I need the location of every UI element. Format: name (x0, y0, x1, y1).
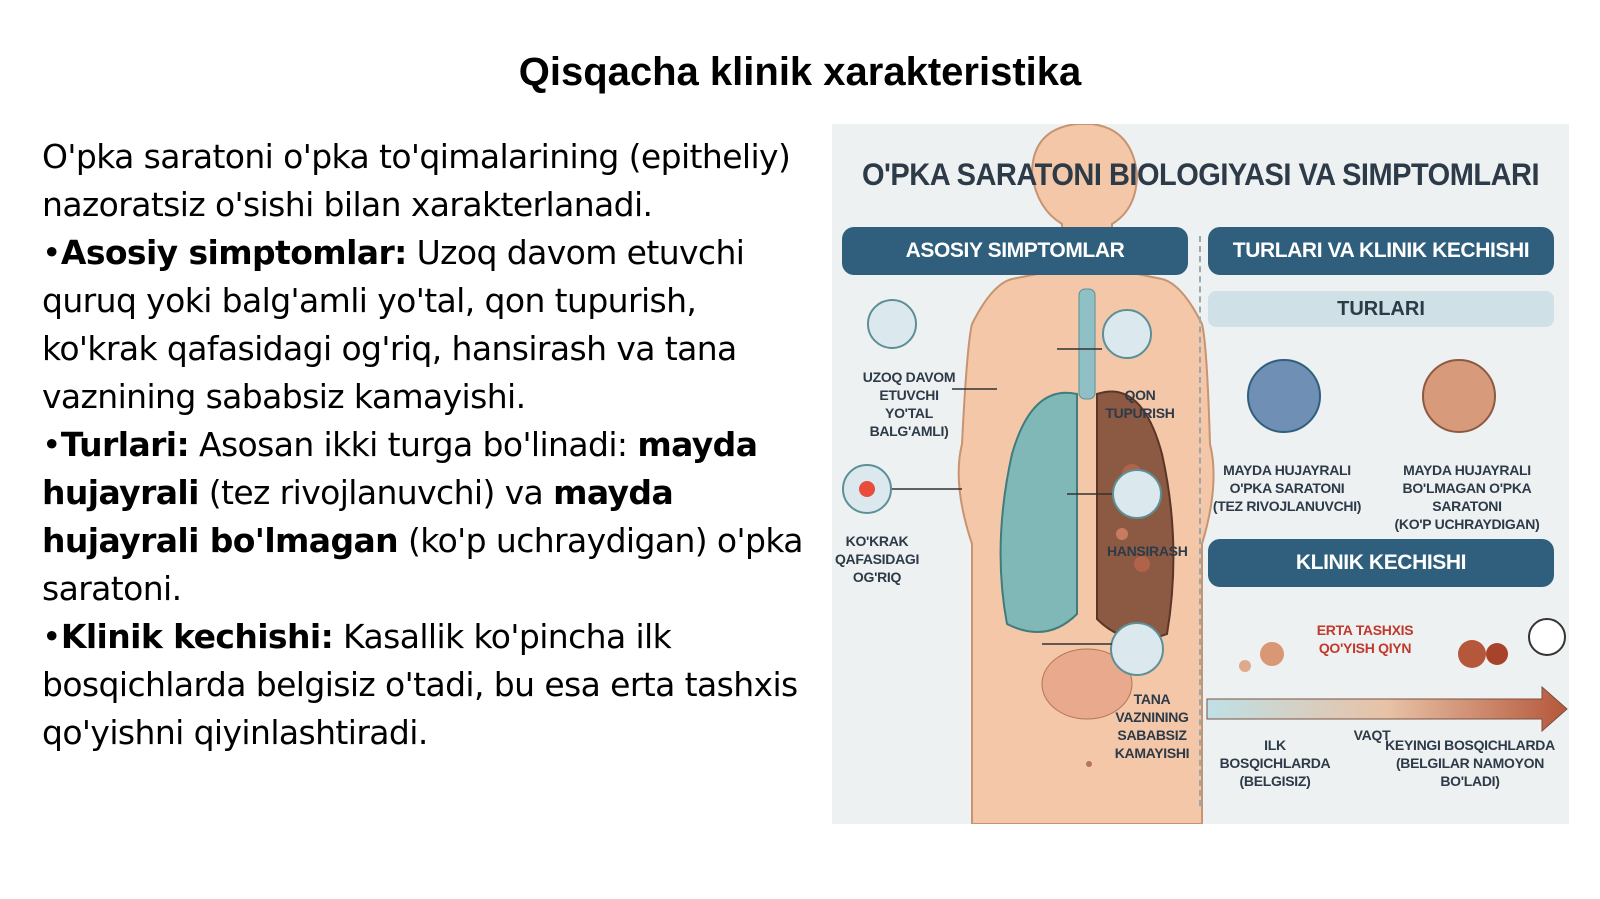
cough-icon (868, 300, 916, 348)
symptom-breath-label: HANSIRASH (1107, 543, 1188, 559)
infographic-title: O'PKA SARATONI BIOLOGIYASI VA SIMPTOMLARI (861, 157, 1540, 193)
bullet: • (42, 233, 61, 272)
types-course-header: TURLARI VA KLINIK KECHISHI (1208, 227, 1554, 275)
symptom-chest-label: KO'KRAK QAFASIDAGI OG'RIQ (834, 533, 920, 585)
types-paragraph (42, 421, 817, 613)
symptoms-label: Asosiy simptomlar: (60, 233, 407, 272)
divider (1199, 236, 1201, 806)
trachea (1079, 289, 1095, 399)
symptoms-header: ASOSIY SIMPTOMLAR (842, 227, 1188, 275)
symptom-blood-label: QON TUPURISH (1105, 387, 1175, 421)
types-small-cell: mayda hujayrali (42, 425, 758, 512)
early-diagnosis-label: ERTA TASHXIS QO'YISH QIYN (1316, 622, 1414, 656)
bullet: • (42, 617, 61, 656)
symptoms-text: Uzoq davom etuvchi quruq yoki balg'amli yo'tal, qon tupurish, ko'krak qafasidagi og'riq, hansirash va tana vaznining sababsiz kamayishi. (42, 233, 745, 416)
types-text: (ko'p uchraydigan) o'pka saratoni. (42, 521, 803, 608)
bullet: • (42, 425, 61, 464)
slide-title: Qisqacha klinik xarakteristika (518, 50, 1082, 94)
type-nonsmall-label: MAYDA HUJAYRALI BO'LMAGAN O'PKA SARATONI (KO'P UCHRAYDIGAN) (1394, 462, 1540, 532)
course-header: KLINIK KECHISHI (1208, 539, 1554, 587)
early-stage-label: ILK BOSQICHLARDA (BELGISIZ) (1219, 737, 1331, 789)
clock-icon (1529, 619, 1565, 655)
time-label: VAQT (1353, 727, 1391, 743)
symptoms-paragraph (42, 229, 817, 421)
intro-text: O'pka saratoni o'pka to'qimalarining (epitheliy) nazoratsiz o'sishi bilan xarakterlanadi. (42, 137, 791, 224)
body-text (42, 133, 817, 757)
types-text: Asosan ikki turga bo'linadi: (189, 425, 638, 464)
types-label: Turlari: (60, 425, 190, 464)
symptom-cough-label: UZOQ DAVOM ETUVCHI YO'TAL BALG'AMLI) (862, 369, 956, 439)
course-label: Klinik kechishi: (60, 617, 334, 656)
type-small-label: MAYDA HUJAYRALI O'PKA SARATONI (TEZ RIVOJLANUVCHI) (1212, 462, 1362, 514)
non-small-cell-icon (1423, 360, 1495, 432)
breath-icon (1113, 470, 1161, 518)
course-paragraph (42, 613, 817, 757)
types-non-small-cell: mayda hujayrali bo'lmagan (42, 473, 674, 560)
intro-paragraph (42, 133, 817, 229)
types-text: (tez rivojlanuvchi) va (198, 473, 554, 512)
weight-icon (1111, 623, 1163, 675)
symptom-weight-label: TANA VAZNINING SABABSIZ KAMAYISHI (1114, 691, 1190, 761)
course-text: Kasallik ko'pincha ilk bosqichlarda belgisiz o'tadi, bu esa erta tashxis qo'yishni qiyinlashtiradi. (42, 617, 798, 752)
types-subheader: TURLARI (1208, 291, 1554, 327)
late-stage-label: KEYINGI BOSQICHLARDA (BELGILAR NAMOYON BO'LADI) (1385, 737, 1555, 789)
small-cell-icon (1248, 360, 1320, 432)
timeline-arrow (1207, 687, 1567, 731)
blood-icon (1103, 310, 1151, 358)
infographic (832, 124, 1569, 824)
